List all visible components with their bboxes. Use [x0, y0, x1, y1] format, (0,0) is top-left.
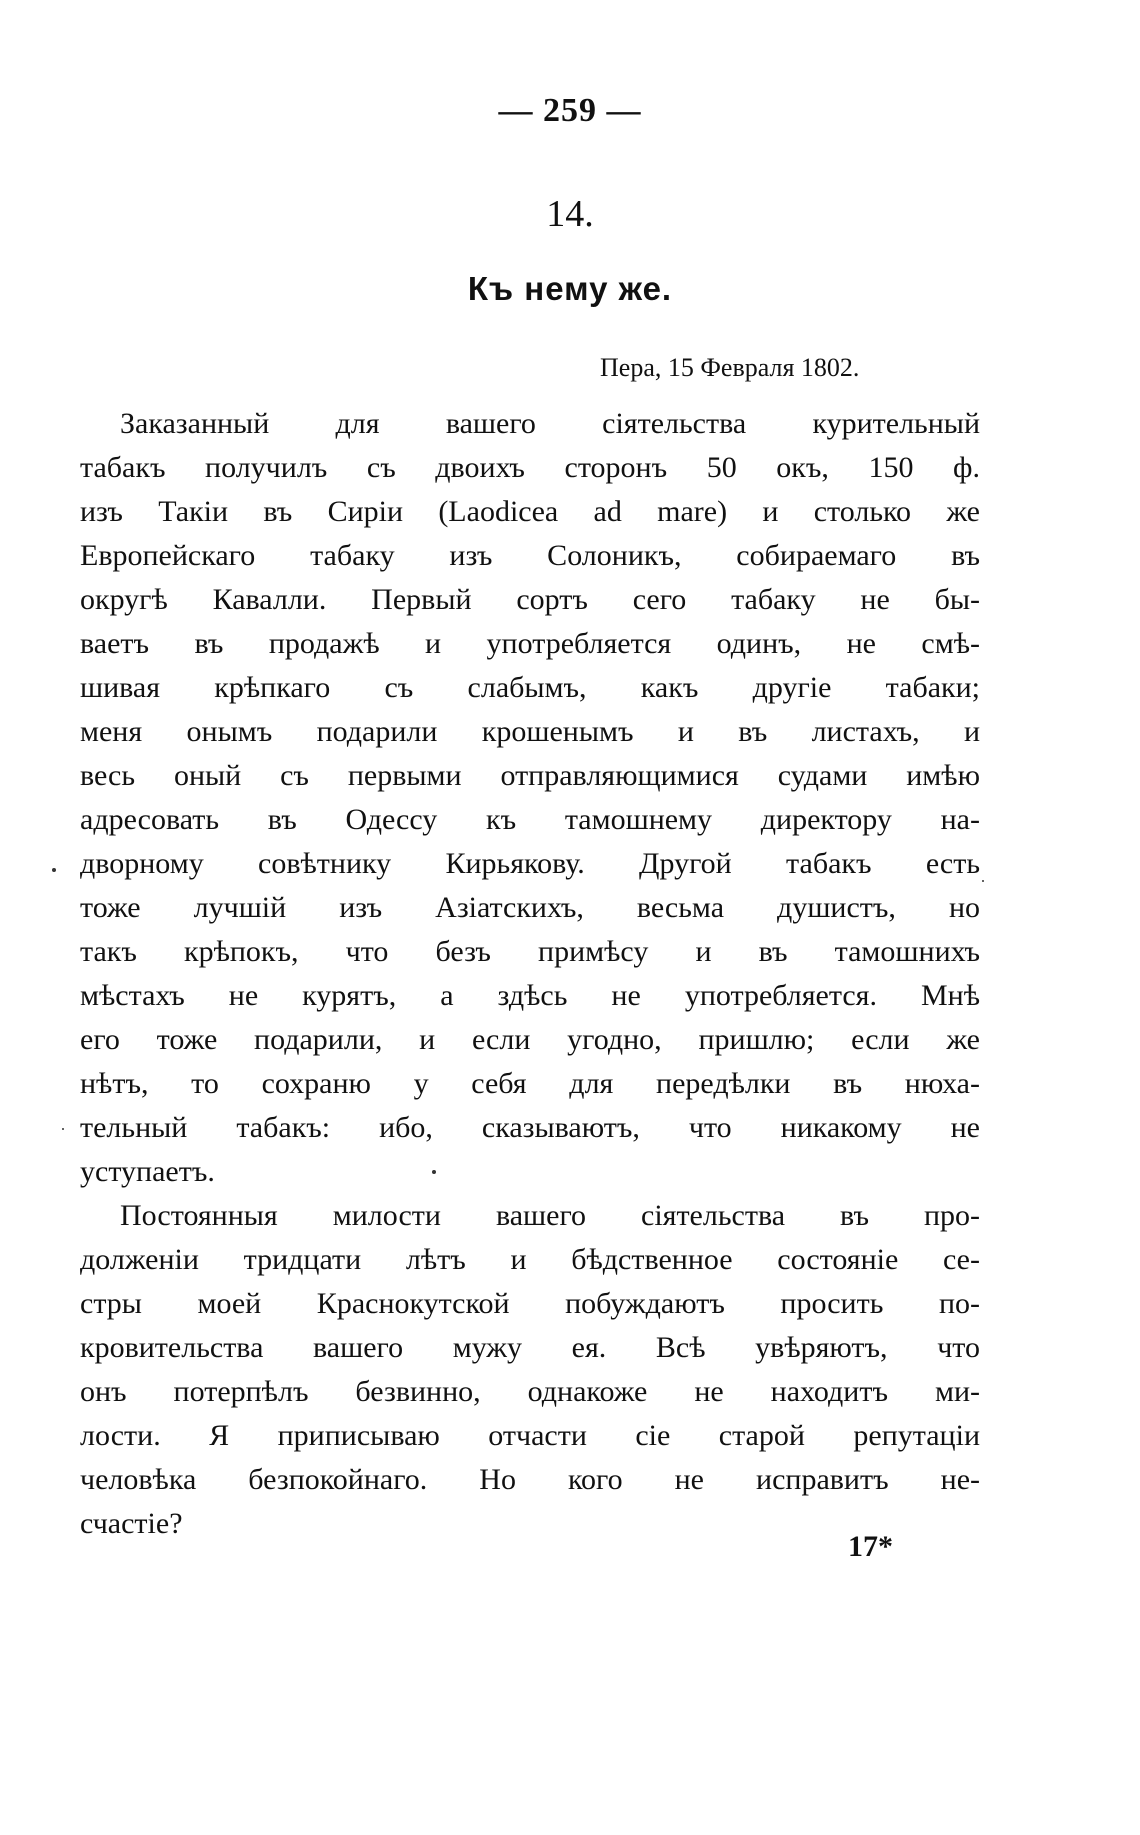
text-line: изъ Такіи въ Сиріи (Laodicea ad mare) и столько же	[80, 495, 980, 528]
text-line: табакъ получилъ съ двоихъ сторонъ 50 окъ, 150 ф.	[80, 451, 980, 484]
print-speck	[432, 1170, 436, 1174]
text-line: кровительства вашего мужу ея. Всѣ увѣряютъ, что	[80, 1331, 980, 1364]
letter-body	[80, 402, 980, 1546]
signature-mark: 17*	[848, 1530, 893, 1563]
text-line: уступаетъ.	[80, 1155, 215, 1188]
text-line: Заказанный для вашего сіятельства курительный	[120, 407, 980, 440]
dateline: Пера, 15 Февраля 1802.	[600, 353, 860, 382]
text-line: меня онымъ подарили крошенымъ и въ листахъ, и	[80, 715, 980, 748]
text-line: весь оный съ первыми отправляющимися судами имѣю	[80, 759, 980, 792]
text-line: человѣка безпокойнаго. Но кого не исправитъ не-	[80, 1463, 980, 1496]
text-line: его тоже подарили, и если угодно, пришлю; если же	[80, 1023, 980, 1056]
text-line: шивая крѣпкаго съ слабымъ, какъ другіе табаки;	[80, 671, 980, 704]
text-line: тельный табакъ: ибо, сказываютъ, что никакому не	[80, 1111, 980, 1144]
text-line: мѣстахъ не курятъ, а здѣсь не употребляется. Мнѣ	[80, 979, 980, 1012]
text-line: ваетъ въ продажѣ и употребляется одинъ, не смѣ-	[80, 627, 980, 660]
text-line: стры моей Краснокутской побуждаютъ просить по-	[80, 1287, 980, 1320]
text-line: лости. Я приписываю отчасти сіе старой репутаціи	[80, 1419, 980, 1452]
text-line: округѣ Кавалли. Первый сортъ сего табаку не бы-	[80, 583, 980, 616]
print-speck	[982, 880, 984, 882]
text-line: нѣтъ, то сохраню у себя для передѣлки въ нюха-	[80, 1067, 980, 1100]
page-number: — 259 —	[498, 92, 642, 129]
text-line: счастіе?	[80, 1507, 183, 1540]
text-line: тоже лучшій изъ Азіатскихъ, весьма душистъ, но	[80, 891, 980, 924]
text-line: долженіи тридцати лѣтъ и бѣдственное состояніе се-	[80, 1243, 980, 1276]
text-line: онъ потерпѣлъ безвинно, однакоже не находитъ ми-	[80, 1375, 980, 1408]
letter-title: Къ нему же.	[467, 270, 673, 307]
letter-number: 14.	[546, 193, 594, 235]
text-line: такъ крѣпокъ, что безъ примѣсу и въ тамошнихъ	[80, 935, 980, 968]
text-line: адресовать въ Одессу къ тамошнему директору на-	[80, 803, 980, 836]
text-line: Постоянныя милости вашего сіятельства въ про-	[120, 1199, 980, 1232]
text-line: Европейскаго табаку изъ Солоникъ, собираемаго въ	[80, 539, 980, 572]
print-speck	[62, 1128, 64, 1130]
print-speck	[52, 868, 56, 872]
text-line: дворному совѣтнику Кирьякову. Другой табакъ есть	[80, 847, 980, 880]
